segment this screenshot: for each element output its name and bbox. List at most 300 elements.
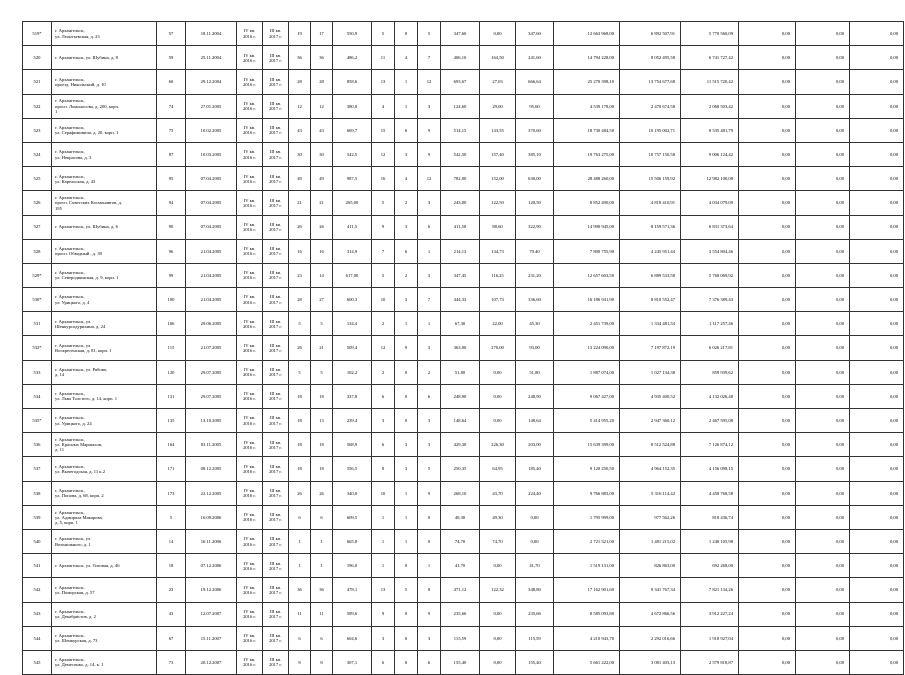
planned-start-date: IV кв. 2016 г. [237, 481, 263, 505]
table-row [23, 336, 904, 360]
cost-total: 9 120 250,50 [554, 457, 620, 481]
building-area: 669,7 [333, 118, 372, 142]
cost-other-1: 0,00 [739, 650, 796, 674]
table-row [23, 118, 904, 142]
area-municipal: 41,70 [516, 554, 554, 578]
row-number: 543 [23, 602, 52, 626]
address-cell: г. Архангельск, ул. Красных Маршалов, д. 11 [52, 433, 157, 457]
cost-fund: 4 672 866,56 [620, 602, 681, 626]
cost-total: 12 657 603,50 [554, 263, 620, 287]
area-private: 49,30 [480, 505, 516, 529]
rooms-private: 4 [395, 46, 418, 70]
cost-regional: 5 770 560,09 [681, 22, 739, 46]
planned-start-date: IV кв. 2016 г. [237, 650, 263, 674]
record-number: 135 [157, 409, 186, 433]
building-area: 307,1 [333, 650, 372, 674]
row-number: 529* [23, 263, 52, 287]
cost-regional: 12 982 100,08 [681, 167, 739, 191]
area-municipal: 185,40 [516, 457, 554, 481]
residents-total: 49 [289, 167, 311, 191]
building-area: 411,5 [333, 215, 372, 239]
record-number: 96 [157, 239, 186, 263]
residents-to-resettle: 6 [311, 505, 333, 529]
cost-other-3: 0,00 [850, 650, 904, 674]
residents-total: 43 [289, 118, 311, 142]
cost-other-2: 0,00 [796, 505, 850, 529]
area-municipal: 0,00 [516, 505, 554, 529]
planned-start-date: IV кв. 2016 г. [237, 529, 263, 553]
record-number: 95 [157, 167, 186, 191]
planned-start-date: IV кв. 2016 г. [237, 360, 263, 384]
area-total: 268,10 [441, 481, 480, 505]
planned-start-date: IV кв. 2016 г. [237, 118, 263, 142]
address-cell: г. Архангельск, ул. Попова, д. 68, корп. 2 [52, 481, 157, 505]
building-area: 568,9 [333, 433, 372, 457]
area-municipal: 79,40 [516, 239, 554, 263]
recognition-date: 10.02.2005 [186, 118, 237, 142]
cost-other-1: 0,00 [739, 94, 796, 118]
area-private: 107,73 [480, 288, 516, 312]
residents-total: 36 [289, 578, 311, 602]
table-row [23, 554, 904, 578]
record-number: 23 [157, 578, 186, 602]
record-number: 100 [157, 288, 186, 312]
cost-regional: 4 450 768,58 [681, 481, 739, 505]
record-number: 99 [157, 263, 186, 287]
row-number: 519* [23, 22, 52, 46]
row-number: 539 [23, 505, 52, 529]
cost-other-2: 0,00 [796, 360, 850, 384]
rooms-total: 12 [372, 336, 395, 360]
area-municipal: 148,64 [516, 409, 554, 433]
residents-to-resettle: 16 [311, 239, 333, 263]
row-number: 535* [23, 409, 52, 433]
cost-other-2: 0,00 [796, 384, 850, 408]
planned-start-date: IV кв. 2016 г. [237, 554, 263, 578]
residents-to-resettle: 17 [311, 22, 333, 46]
row-number: 540 [23, 529, 52, 553]
record-number: 173 [157, 481, 186, 505]
cost-other-1: 0,00 [739, 336, 796, 360]
cost-other-2: 0,00 [796, 554, 850, 578]
row-number: 524 [23, 142, 52, 166]
area-private: 0,00 [480, 650, 516, 674]
cost-fund: 7 197 872,19 [620, 336, 681, 360]
rooms-total: 6 [372, 650, 395, 674]
residents-total: 18 [289, 433, 311, 457]
recognition-date: 03.11.2005 [186, 433, 237, 457]
rooms-private: 6 [395, 239, 418, 263]
area-private: 116,25 [480, 263, 516, 287]
rooms-total: 10 [372, 481, 395, 505]
cost-total: 16 186 941,90 [554, 288, 620, 312]
planned-start-date: IV кв. 2016 г. [237, 263, 263, 287]
address-cell: г. Архангельск, ул. Поморская, д. 57 [52, 578, 157, 602]
rooms-municipal: 12 [418, 167, 441, 191]
rooms-municipal: 7 [418, 288, 441, 312]
table-row [23, 94, 904, 118]
planned-start-date: IV кв. 2016 г. [237, 94, 263, 118]
residents-total: 26 [289, 481, 311, 505]
cost-other-1: 0,00 [739, 191, 796, 215]
row-number: 528 [23, 239, 52, 263]
address-cell: г. Архангельск, просп. Обводный , д. 39 [52, 239, 157, 263]
cost-other-2: 0,00 [796, 578, 850, 602]
cost-other-2: 0,00 [796, 288, 850, 312]
residents-total: 28 [289, 70, 311, 94]
cost-regional: 3 554 804,46 [681, 239, 739, 263]
address-cell: г. Архангельск, ул. Шубина, д. 6 [52, 215, 157, 239]
recognition-date: 07.04.2005 [186, 167, 237, 191]
cost-other-1: 0,00 [739, 22, 796, 46]
residents-to-resettle: 18 [311, 457, 333, 481]
table-row [23, 288, 904, 312]
recognition-date: 27.01.2005 [186, 94, 237, 118]
cost-other-3: 0,00 [850, 191, 904, 215]
address-cell: г. Архангельск, ул. Некрасова, д. 3 [52, 142, 157, 166]
cost-regional: 2 068 503,42 [681, 94, 739, 118]
row-number: 523 [23, 118, 52, 142]
rooms-municipal: 2 [418, 360, 441, 384]
area-total: 347,60 [441, 22, 480, 46]
cost-other-3: 0,00 [850, 263, 904, 287]
cost-other-3: 0,00 [850, 215, 904, 239]
rooms-total: 6 [372, 433, 395, 457]
cost-other-3: 0,00 [850, 481, 904, 505]
cost-other-1: 0,00 [739, 578, 796, 602]
residents-total: 6 [289, 626, 311, 650]
building-area: 340,0 [333, 481, 372, 505]
cost-total: 14 794 228,00 [554, 46, 620, 70]
cost-other-3: 0,00 [850, 529, 904, 553]
planned-end-date: III кв. 2017 г. [263, 336, 289, 360]
planned-start-date: IV кв. 2016 г. [237, 409, 263, 433]
cost-total: 8 852 490,00 [554, 191, 620, 215]
building-area: 556,5 [333, 457, 372, 481]
residents-total: 28 [289, 288, 311, 312]
row-number: 541 [23, 554, 52, 578]
planned-end-date: III кв. 2017 г. [263, 215, 289, 239]
table-row [23, 191, 904, 215]
cost-fund: 4 245 951,44 [620, 239, 681, 263]
table-row [23, 142, 904, 166]
cost-total: 15 639 399,00 [554, 433, 620, 457]
planned-end-date: III кв. 2017 г. [263, 22, 289, 46]
cost-regional: 859 939,62 [681, 360, 739, 384]
rooms-private: 2 [395, 191, 418, 215]
cost-other-1: 0,00 [739, 167, 796, 191]
area-total: 124,60 [441, 94, 480, 118]
area-municipal: 385,10 [516, 142, 554, 166]
recognition-date: 10.03.2005 [186, 142, 237, 166]
cost-other-3: 0,00 [850, 457, 904, 481]
cost-total: 5 661 222,00 [554, 650, 620, 674]
cost-other-3: 0,00 [850, 336, 904, 360]
cost-total: 13 224 090,00 [554, 336, 620, 360]
area-private: 270,00 [480, 336, 516, 360]
rooms-municipal: 3 [418, 191, 441, 215]
address-cell: г. Архангельск, ул. Рябова, д. 14 [52, 360, 157, 384]
building-area: 600,3 [333, 288, 372, 312]
area-total: 429,30 [441, 433, 480, 457]
recognition-date: 29.07.2005 [186, 384, 237, 408]
cost-other-3: 0,00 [850, 46, 904, 70]
record-number: 171 [157, 457, 186, 481]
planned-start-date: IV кв. 2016 г. [237, 505, 263, 529]
rooms-private: 3 [395, 215, 418, 239]
area-total: 471,12 [441, 578, 480, 602]
rooms-municipal: 1 [418, 554, 441, 578]
cost-total: 1 519 131,00 [554, 554, 620, 578]
area-municipal: 0,00 [516, 529, 554, 553]
address-cell: г. Архангельск, ул. Декабристов, д. 2 [52, 602, 157, 626]
planned-end-date: III кв. 2017 г. [263, 191, 289, 215]
recognition-date: 12.07.2007 [186, 602, 237, 626]
planned-start-date: IV кв. 2016 г. [237, 191, 263, 215]
planned-end-date: III кв. 2017 г. [263, 578, 289, 602]
record-number: 131 [157, 384, 186, 408]
cost-fund: 977 562,26 [620, 505, 681, 529]
building-area: 987,5 [333, 167, 372, 191]
rooms-total: 2 [372, 360, 395, 384]
area-total: 243,00 [441, 191, 480, 215]
cost-fund: 10 757 150,58 [620, 142, 681, 166]
area-private: 29,00 [480, 94, 516, 118]
cost-total: 12 663 968,00 [554, 22, 620, 46]
rooms-total: 9 [372, 215, 395, 239]
cost-total: 1 795 999,00 [554, 505, 620, 529]
planned-start-date: IV кв. 2016 г. [237, 167, 263, 191]
building-area: 102,2 [333, 360, 372, 384]
record-number: 115 [157, 336, 186, 360]
area-private: 74,70 [480, 529, 516, 553]
cost-other-1: 0,00 [739, 118, 796, 142]
cost-other-1: 0,00 [739, 263, 796, 287]
cost-fund: 1 334 481,54 [620, 312, 681, 336]
recognition-date: 15.11.2007 [186, 626, 237, 650]
area-total: 67,30 [441, 312, 480, 336]
area-private: 0,00 [480, 360, 516, 384]
row-number: 542 [23, 578, 52, 602]
cost-other-1: 0,00 [739, 70, 796, 94]
cost-other-1: 0,00 [739, 505, 796, 529]
rooms-private: 1 [395, 70, 418, 94]
rooms-total: 15 [372, 118, 395, 142]
residents-total: 30 [289, 142, 311, 166]
recognition-date: 13.10.2005 [186, 409, 237, 433]
row-number: 520 [23, 46, 52, 70]
area-total: 514,15 [441, 118, 480, 142]
cost-other-1: 0,00 [739, 602, 796, 626]
cost-other-1: 0,00 [739, 288, 796, 312]
residents-to-resettle: 8 [311, 650, 333, 674]
planned-end-date: III кв. 2017 г. [263, 70, 289, 94]
cost-fund: 8 512 524,88 [620, 433, 681, 457]
building-area: 337,8 [333, 384, 372, 408]
address-cell: г. Архангельск, ул. Демесенко, д. 14, к. 1 [52, 650, 157, 674]
recognition-date: 16.09.2006 [186, 505, 237, 529]
record-number: 59 [157, 46, 186, 70]
area-total: 411,50 [441, 215, 480, 239]
residents-total: 26 [289, 336, 311, 360]
planned-start-date: IV кв. 2016 г. [237, 239, 263, 263]
cost-other-1: 0,00 [739, 409, 796, 433]
rooms-private: 6 [395, 118, 418, 142]
area-total: 542,50 [441, 142, 480, 166]
cost-other-1: 0,00 [739, 384, 796, 408]
building-area: 858,6 [333, 70, 372, 94]
record-number: 57 [157, 22, 186, 46]
row-number: 530* [23, 288, 52, 312]
cost-other-2: 0,00 [796, 626, 850, 650]
rooms-total: 5 [372, 263, 395, 287]
cost-other-3: 0,00 [850, 384, 904, 408]
cost-other-1: 0,00 [739, 554, 796, 578]
rooms-total: 4 [372, 94, 395, 118]
cost-other-2: 0,00 [796, 239, 850, 263]
cost-other-2: 0,00 [796, 142, 850, 166]
rooms-private: 3 [395, 457, 418, 481]
table-row [23, 578, 904, 602]
area-private: 0,00 [480, 22, 516, 46]
area-private: 164,50 [480, 46, 516, 70]
planned-end-date: III кв. 2017 г. [263, 312, 289, 336]
address-cell: г. Архангельск, ул. Тиговая, д. 46 [52, 554, 157, 578]
cost-other-2: 0,00 [796, 70, 850, 94]
address-cell: г. Архангельск, ул. Адмирала Макарова, д. 5, корп. 1 [52, 505, 157, 529]
area-total: 347,45 [441, 263, 480, 287]
cost-fund: 6 892 507,91 [620, 22, 681, 46]
table-row [23, 22, 904, 46]
cost-fund: 2 947 360,12 [620, 409, 681, 433]
area-private: 0,00 [480, 384, 516, 408]
rooms-municipal: 12 [418, 70, 441, 94]
recognition-date: 29.06.2005 [186, 312, 237, 336]
rooms-municipal: 3 [418, 263, 441, 287]
planned-start-date: IV кв. 2016 г. [237, 457, 263, 481]
cost-other-1: 0,00 [739, 215, 796, 239]
rooms-private: 0 [395, 360, 418, 384]
planned-end-date: III кв. 2017 г. [263, 263, 289, 287]
rooms-municipal: 3 [418, 626, 441, 650]
cost-other-2: 0,00 [796, 263, 850, 287]
area-private: 122,32 [480, 578, 516, 602]
cost-other-1: 0,00 [739, 481, 796, 505]
area-municipal: 347,60 [516, 22, 554, 46]
rooms-total: 12 [372, 142, 395, 166]
cost-regional: 7 126 874,12 [681, 433, 739, 457]
residents-total: 26 [289, 215, 311, 239]
area-municipal: 235,66 [516, 602, 554, 626]
planned-start-date: IV кв. 2016 г. [237, 70, 263, 94]
cost-other-3: 0,00 [850, 118, 904, 142]
rooms-municipal: 0 [418, 505, 441, 529]
residents-to-resettle: 26 [311, 481, 333, 505]
planned-end-date: III кв. 2017 г. [263, 626, 289, 650]
area-total: 51,80 [441, 360, 480, 384]
area-total: 248,90 [441, 384, 480, 408]
residents-to-resettle: 18 [311, 384, 333, 408]
cost-other-1: 0,00 [739, 46, 796, 70]
cost-total: 9 766 883,00 [554, 481, 620, 505]
residents-total: 18 [289, 457, 311, 481]
residents-total: 36 [289, 46, 311, 70]
building-area: 609,5 [333, 505, 372, 529]
row-number: 538 [23, 481, 52, 505]
area-private: 143,55 [480, 118, 516, 142]
area-private: 0,00 [480, 554, 516, 578]
residents-total: 23 [289, 263, 311, 287]
recognition-date: 25.11.2004 [186, 46, 237, 70]
cost-regional: 6 026 217,81 [681, 336, 739, 360]
table-row [23, 529, 904, 553]
cost-other-3: 0,00 [850, 142, 904, 166]
rooms-municipal: 1 [418, 312, 441, 336]
row-number: 536 [23, 433, 52, 457]
cost-other-1: 0,00 [739, 142, 796, 166]
rooms-municipal: 3 [418, 336, 441, 360]
cost-fund: 5 316 114,42 [620, 481, 681, 505]
cost-fund: 4 935 400,52 [620, 384, 681, 408]
area-total: 693,67 [441, 70, 480, 94]
row-number: 537 [23, 457, 52, 481]
cost-other-3: 0,00 [850, 578, 904, 602]
building-area: 589,6 [333, 602, 372, 626]
cost-total: 19 763 275,00 [554, 142, 620, 166]
cost-regional: 11 515 720,42 [681, 70, 739, 94]
building-area: 314,9 [333, 239, 372, 263]
residents-to-resettle: 36 [311, 578, 333, 602]
area-private: 152,00 [480, 167, 516, 191]
address-cell: г. Архангельск, ул. Вычегодская, д. 11 к.2 [52, 457, 157, 481]
cost-fund: 9 341 767,34 [620, 578, 681, 602]
residents-to-resettle: 30 [311, 142, 333, 166]
area-municipal: 93,00 [516, 336, 554, 360]
area-total: 235,66 [441, 602, 480, 626]
planned-end-date: III кв. 2017 г. [263, 142, 289, 166]
address-cell: г. Архангельск, ул. Леонтьевская, д. 23 [52, 22, 157, 46]
cost-other-1: 0,00 [739, 626, 796, 650]
area-municipal: 241,60 [516, 46, 554, 70]
rooms-municipal: 5 [418, 457, 441, 481]
residents-to-resettle: 5 [311, 360, 333, 384]
cost-other-2: 0,00 [796, 457, 850, 481]
table-row [23, 312, 904, 336]
cost-regional: 1 240 105,98 [681, 529, 739, 553]
planned-start-date: IV кв. 2016 г. [237, 626, 263, 650]
building-area: 542,5 [333, 142, 372, 166]
area-private: 27,03 [480, 70, 516, 94]
residents-total: 16 [289, 239, 311, 263]
record-number: 106 [157, 312, 186, 336]
cost-regional: 5 768 069,92 [681, 263, 739, 287]
area-private: 226,30 [480, 433, 516, 457]
residents-total: 5 [289, 312, 311, 336]
planned-start-date: IV кв. 2016 г. [237, 288, 263, 312]
planned-start-date: IV кв. 2016 г. [237, 602, 263, 626]
cost-other-2: 0,00 [796, 650, 850, 674]
residents-to-resettle: 26 [311, 215, 333, 239]
row-number: 545 [23, 650, 52, 674]
recognition-date: 19.12.2006 [186, 578, 237, 602]
table-row [23, 602, 904, 626]
row-number: 533 [23, 360, 52, 384]
cost-regional: 4 034 079,09 [681, 191, 739, 215]
cost-other-2: 0,00 [796, 94, 850, 118]
record-number: 60 [157, 70, 186, 94]
rooms-total: 16 [372, 167, 395, 191]
residents-total: 12 [289, 94, 311, 118]
